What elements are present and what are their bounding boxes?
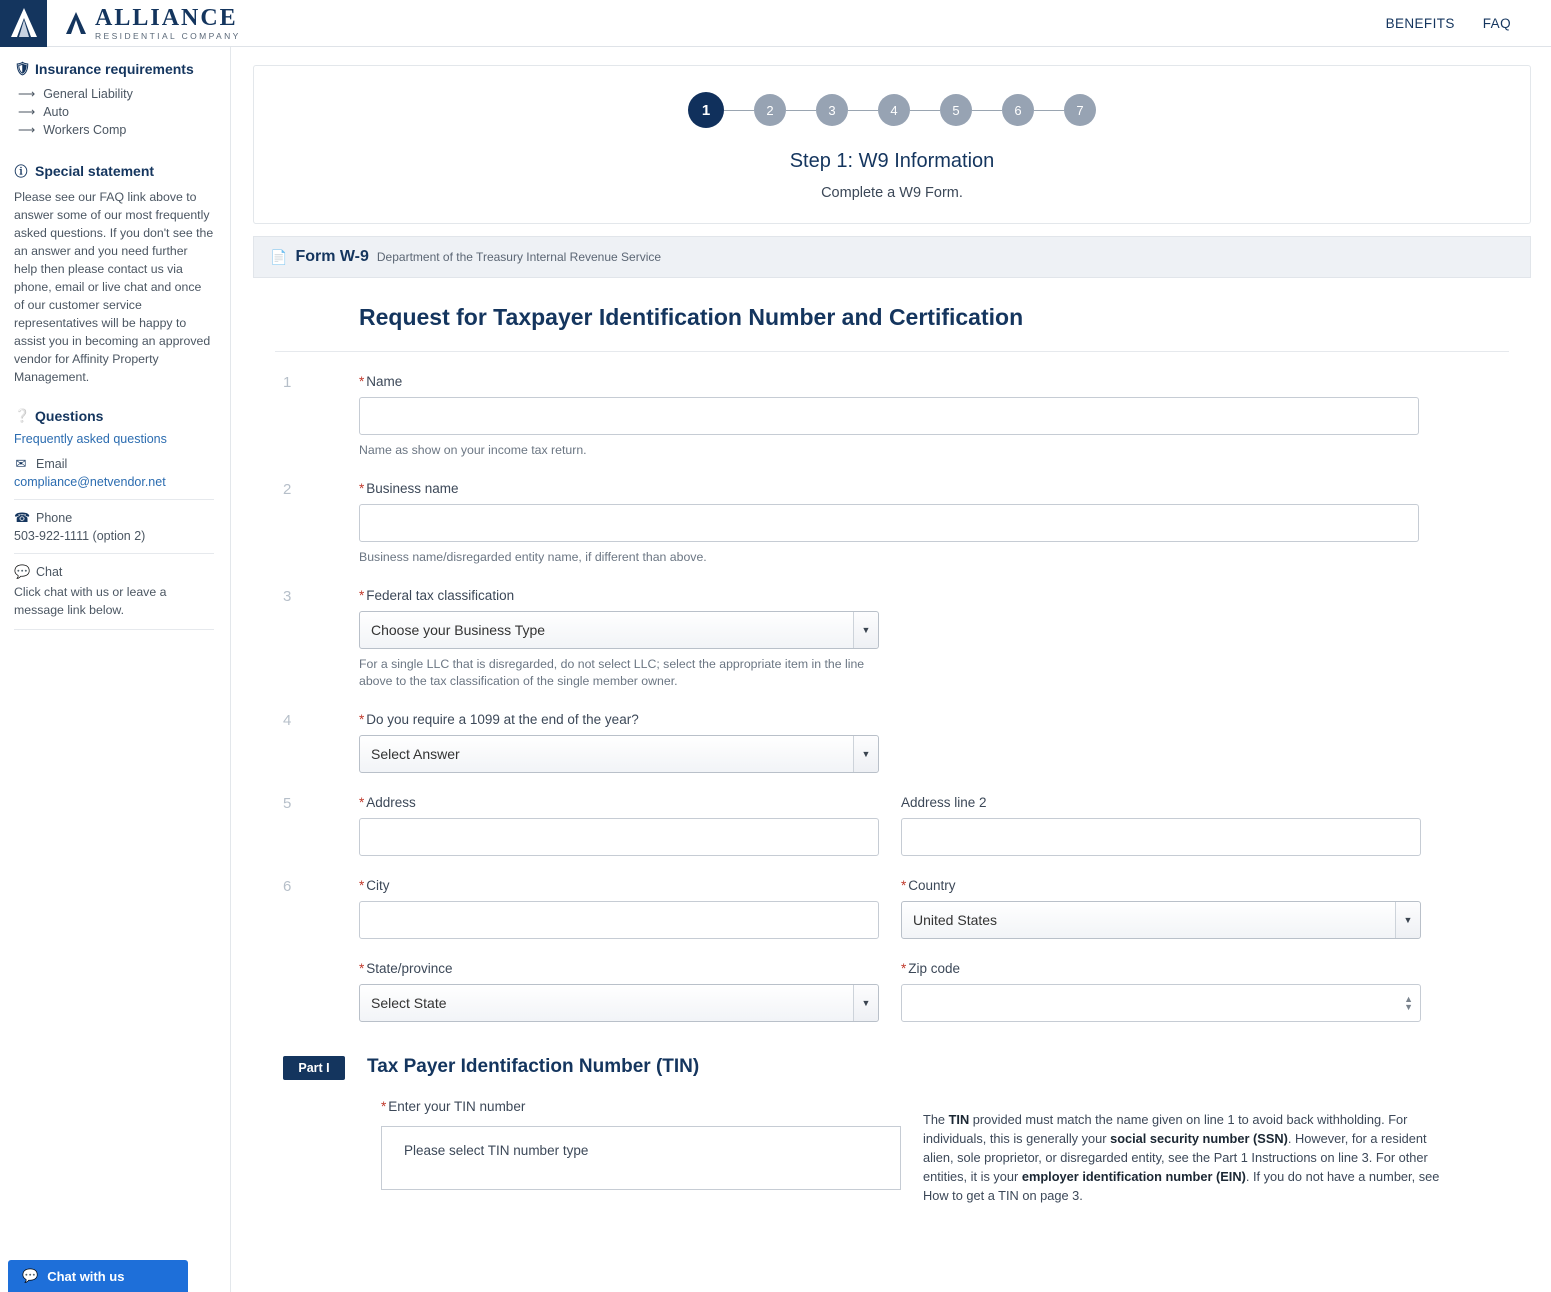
sidebar-section-questions: [14, 408, 214, 424]
step-2[interactable]: 2: [754, 94, 786, 126]
required-marker: *: [359, 878, 365, 893]
arrow-right-icon: ⟶: [18, 87, 36, 101]
part1-badge: Part I: [283, 1056, 345, 1080]
page-title: Request for Taxpayer Identification Number and Certification: [275, 278, 1509, 352]
row-number: 3: [283, 588, 292, 605]
row-number: 2: [283, 481, 292, 498]
state-label: * State/province: [359, 961, 453, 976]
form-row-address: [275, 773, 1509, 856]
sidebar-section-insurance: [14, 61, 214, 77]
nav-benefits[interactable]: BENEFITS: [1385, 15, 1455, 31]
federal-tax-classification-label: * Federal tax classification: [359, 588, 515, 603]
address2-input[interactable]: [901, 818, 1421, 856]
zip-input[interactable]: [901, 984, 1421, 1022]
contact-phone-value: 503-922-1111 (option 2): [14, 529, 146, 543]
require-1099-select[interactable]: [359, 735, 879, 773]
form-w9-bar: [253, 236, 1531, 278]
step-4[interactable]: 4: [878, 94, 910, 126]
business-name-label: * Business name: [359, 481, 459, 496]
country-label: * Country: [901, 878, 956, 893]
step-subtitle: Complete a W9 Form.: [821, 185, 963, 201]
step-line: [1034, 110, 1064, 111]
document-icon: 📄: [270, 248, 288, 265]
chevron-down-icon: ▼: [853, 736, 878, 772]
tin-note: [923, 1098, 1443, 1205]
form-row-city-country: [275, 856, 1509, 939]
step-7[interactable]: 7: [1064, 94, 1096, 126]
chat-bubble-icon: 💬: [22, 1268, 39, 1283]
part1-title: Tax Payer Identifaction Number (TIN): [367, 1056, 700, 1077]
brand: [65, 6, 241, 41]
chat-with-us-button[interactable]: [8, 1260, 188, 1292]
brand-subtitle: RESIDENTIAL COMPANY: [95, 30, 241, 41]
sidebar-item-general-liability[interactable]: [18, 85, 214, 103]
chevron-down-icon: ▼: [853, 985, 878, 1021]
contact-chat-note: Click chat with us or leave a message link below.: [14, 585, 167, 617]
step-line: [848, 110, 878, 111]
tin-note-2: provided must match the name given on line 1 to avoid back withholding. For individuals, this is generally your: [923, 1112, 1408, 1146]
tin-type-select[interactable]: [381, 1126, 901, 1190]
main-content: [231, 47, 1551, 1292]
sidebar-item-label: Auto: [43, 105, 69, 119]
help-icon: ❔: [14, 408, 31, 423]
federal-tax-classification-select-wrap: [359, 611, 879, 649]
country-select[interactable]: [901, 901, 1421, 939]
step-3[interactable]: 3: [816, 94, 848, 126]
country-select-wrap: [901, 901, 1421, 939]
contact-email-value[interactable]: compliance@netvendor.net: [14, 475, 166, 489]
required-marker: *: [359, 961, 365, 976]
tin-note-bold-ein: employer identification number (EIN): [1021, 1169, 1246, 1184]
tin-left: [381, 1098, 901, 1205]
step-5[interactable]: 5: [940, 94, 972, 126]
contact-phone: [14, 500, 214, 554]
chat-bubble-icon: 💬: [14, 564, 31, 579]
arrow-right-icon: ⟶: [18, 105, 36, 119]
row-number: 4: [283, 712, 292, 729]
federal-tax-classification-hint: For a single LLC that is disregarded, do not select LLC; select the appropriate item in the line above to the tax classification of the single member owner.: [359, 657, 865, 688]
form-w9-subtitle: Department of the Treasury Internal Revenue Service: [376, 250, 662, 264]
sidebar-insurance-list: [18, 85, 214, 139]
row-number: 1: [283, 374, 292, 391]
required-marker: *: [901, 878, 907, 893]
nav-faq[interactable]: FAQ: [1482, 15, 1511, 31]
step-6[interactable]: 6: [1002, 94, 1034, 126]
required-marker: *: [359, 374, 365, 389]
form-w9-title: Form W-9: [295, 248, 369, 265]
name-label: * Name: [359, 374, 403, 389]
state-select[interactable]: [359, 984, 879, 1022]
step-line: [786, 110, 816, 111]
address2-label: Address line 2: [901, 795, 987, 810]
required-marker: *: [359, 712, 365, 727]
contact-email-label: Email: [36, 457, 68, 471]
stepper-arrows-icon[interactable]: ▲ ▼: [1404, 994, 1413, 1012]
name-input[interactable]: [359, 397, 1419, 435]
city-label: * City: [359, 878, 390, 893]
address-input[interactable]: [359, 818, 879, 856]
require-1099-select-wrap: [359, 735, 879, 773]
brand-name: ALLIANCE: [95, 4, 238, 31]
logo-badge: [0, 0, 47, 47]
phone-icon: ☎: [14, 510, 31, 525]
form-row-name: [275, 352, 1509, 459]
business-name-input[interactable]: [359, 504, 1419, 542]
row-number: 6: [283, 878, 292, 895]
chevron-down-icon: ▼: [1395, 902, 1420, 938]
required-marker: *: [381, 1099, 387, 1114]
sidebar-special-title: Special statement: [35, 162, 155, 179]
contact-phone-label: Phone: [36, 511, 73, 525]
sidebar: [0, 47, 231, 1292]
city-input[interactable]: [359, 901, 879, 939]
app-header: [0, 0, 1551, 47]
contact-chat-label: Chat: [36, 565, 63, 579]
tin-note-bold-tin: TIN: [948, 1112, 970, 1127]
row-number: 5: [283, 795, 292, 812]
tin-note-3: . However, for a resident alien, sole proprietor, or disregarded entity, see the Part 1 Instructions on line 3. For other entities, it is your: [923, 1131, 1428, 1184]
tin-note-1: The: [923, 1112, 949, 1127]
stepper: [264, 92, 1520, 128]
header-nav: [1386, 16, 1511, 31]
form-row-state-zip: [275, 939, 1509, 1022]
require-1099-label: * Do you require a 1099 at the end of the year?: [359, 712, 639, 727]
stepper-card: [253, 65, 1531, 224]
required-marker: *: [901, 961, 907, 976]
zip-label: * Zip code: [901, 961, 961, 976]
tin-note-bold-ssn: social security number (SSN): [1110, 1131, 1288, 1146]
business-name-hint: Business name/disregarded entity name, if different than above.: [359, 550, 707, 564]
step-line: [724, 110, 754, 111]
contact-email: [14, 446, 214, 500]
tin-type-placeholder: Please select TIN number type: [404, 1143, 589, 1158]
required-marker: *: [359, 588, 365, 603]
envelope-icon: ✉: [15, 456, 27, 471]
sidebar-item-label: Workers Comp: [43, 123, 127, 137]
step-line: [910, 110, 940, 111]
step-title: Step 1: W9 Information: [789, 150, 995, 172]
step-line: [972, 110, 1002, 111]
form-row-federal-tax-classification: [275, 566, 1509, 690]
chat-with-us-label: Chat with us: [47, 1268, 125, 1284]
required-marker: *: [359, 795, 365, 810]
row-number-spacer: [275, 961, 359, 1022]
sidebar-section-special: [14, 161, 214, 180]
address-label: * Address: [359, 795, 416, 810]
alliance-logo-icon: [9, 7, 39, 39]
sidebar-item-workers-comp[interactable]: [18, 121, 214, 139]
sidebar-item-label: General Liability: [43, 87, 133, 101]
brand-mark-icon: [65, 11, 87, 35]
shield-icon: 🛡: [14, 61, 31, 76]
federal-tax-classification-select[interactable]: [359, 611, 879, 649]
contact-chat: [14, 554, 214, 630]
tin-block: [275, 1080, 1509, 1205]
tin-note-4: . If you do not have a number, see How to get a TIN on page 3.: [923, 1169, 1440, 1203]
form-row-business-name: [275, 459, 1509, 566]
form-row-1099: [275, 690, 1509, 773]
sidebar-special-text: Please see our FAQ link above to answer some of our most frequently asked questions. If you don't see the an answer and you need further help then please contact us via phone, email or live chat and once of our customer service representatives will be happy to assist you in becoming an approved vendor for Affinity Property Management.: [14, 190, 214, 384]
step-1[interactable]: 1: [688, 92, 724, 128]
tin-label: * Enter your TIN number: [381, 1099, 526, 1114]
state-select-wrap: [359, 984, 879, 1022]
arrow-right-icon: ⟶: [18, 123, 36, 137]
chevron-down-icon: ▼: [853, 612, 878, 648]
form-body: [253, 278, 1531, 1205]
page-layout: [0, 47, 1551, 1292]
sidebar-insurance-title: Insurance requirements: [35, 61, 194, 77]
faq-link[interactable]: Frequently asked questions: [14, 432, 167, 446]
info-icon: ⓘ: [14, 164, 28, 179]
sidebar-questions-title: Questions: [35, 408, 104, 424]
zip-input-wrap: [901, 984, 1421, 1022]
sidebar-item-auto[interactable]: [18, 103, 214, 121]
name-hint: Name as show on your income tax return.: [359, 443, 587, 457]
part1-header: [275, 1022, 1509, 1080]
required-marker: *: [359, 481, 365, 496]
